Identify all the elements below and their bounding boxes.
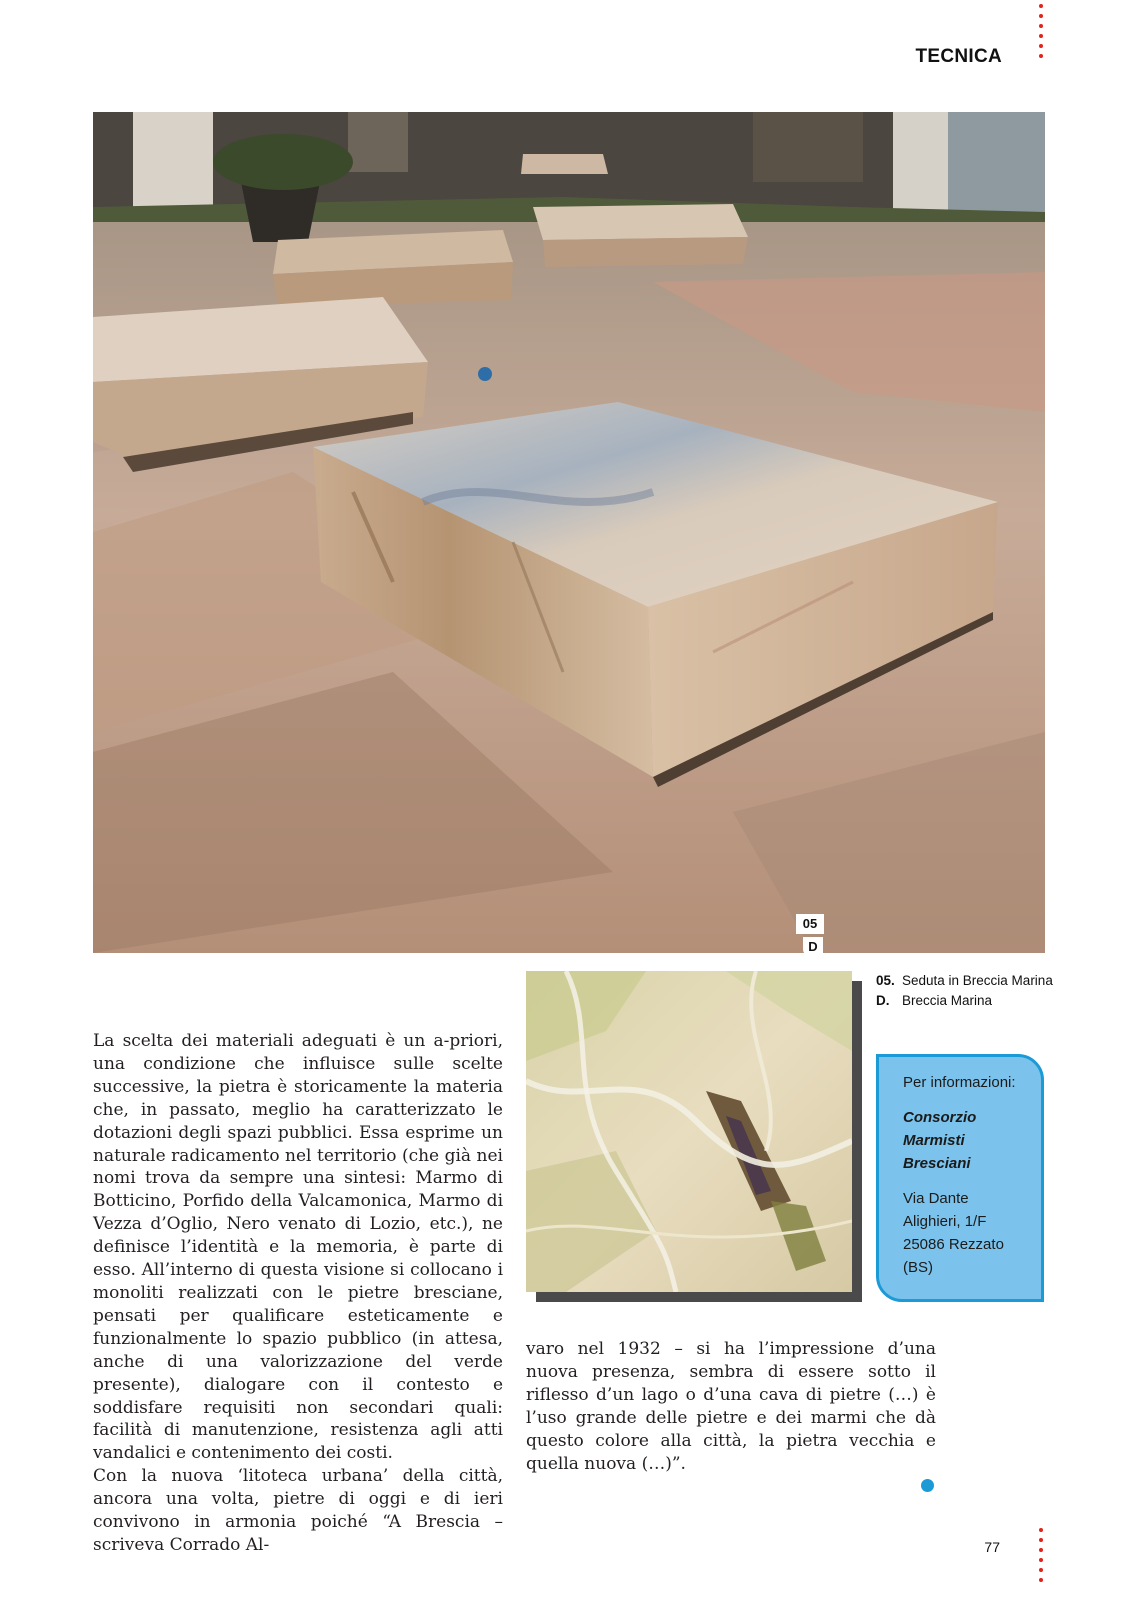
caption-code: D. [876,993,890,1008]
end-of-article-dot [921,1479,934,1492]
info-box [876,1054,1044,1302]
breccia-marina-sample [526,971,852,1292]
marble-tag-d: D [803,937,823,957]
info-organization [903,1106,1025,1175]
address-line: Alighieri, 1/F [903,1213,987,1230]
article-paragraph: varo nel 1932 – si ha l’impressione d’una nuova presenza, sembra di essere sotto il riflesso d’un lago o d’una cava di pietre (…) è l’uso grande delle pietre e dei marmi che dà questo colore alla città, la pietra vecchia e quella nuova (…)”. [526,1339,936,1474]
info-address [903,1187,1025,1279]
address-line: Via Dante [903,1190,969,1207]
top-dotted-rule [1039,4,1045,58]
address-line: (BS) [903,1259,933,1276]
page-number: 77 [984,1539,1000,1555]
caption-row [876,991,1053,1011]
bench-photo [93,112,1045,953]
info-heading: Per informazioni: [903,1074,1016,1091]
photo-tag-05: 05 [796,914,824,934]
figure-captions [876,971,1053,1011]
org-line: Consorzio [903,1109,977,1126]
section-label: TECNICA [915,46,1002,67]
article-column-1 [93,1030,503,1557]
caption-code: 05. [876,973,895,988]
caption-text: Breccia Marina [902,993,993,1008]
address-line: 25086 Rezzato [903,1236,1004,1253]
article-column-2 [526,1338,936,1475]
caption-text: Seduta in Breccia Marina [902,973,1053,988]
bottom-dotted-rule [1039,1528,1045,1582]
article-paragraph: Con la nuova ‘litoteca urbana’ della città, ancora una volta, pietre di oggi e di ieri convivono in armonia poiché “A Brescia – scriveva Corrado Al- [93,1466,503,1555]
article-paragraph: La scelta dei materiali adeguati è un a-priori, una condizione che influisce sulle scelte successive, la pietra è storicamente la materia che, in passato, meglio ha caratterizzato le dotazioni degli spazi pubblici. Essa esprime un naturale radicamento nel territorio (che già nei nomi trova da sempre una sintesi: Marmo di Botticino, Porfido della Valcamonica, Marmo di Vezza d’Oglio, Nero venato di Lozio, etc.), ne definisce l’identità e la memoria, è parte di esso. All’interno di questa visione si collocano i monoliti realizzati con le pietre bresciane, pensati per qualificare esteticamente e funzionalmente lo spazio pubblico (in attesa, anche di una valorizzazione del verde presente), dialogare con il contesto e soddisfare requisiti non secondari quali: facilità di manutenzione, resistenza agli atti vandalici e contenimento dei costi. [93,1031,503,1464]
org-line: Bresciani [903,1155,971,1172]
org-line: Marmisti [903,1132,965,1149]
caption-row [876,971,1053,991]
